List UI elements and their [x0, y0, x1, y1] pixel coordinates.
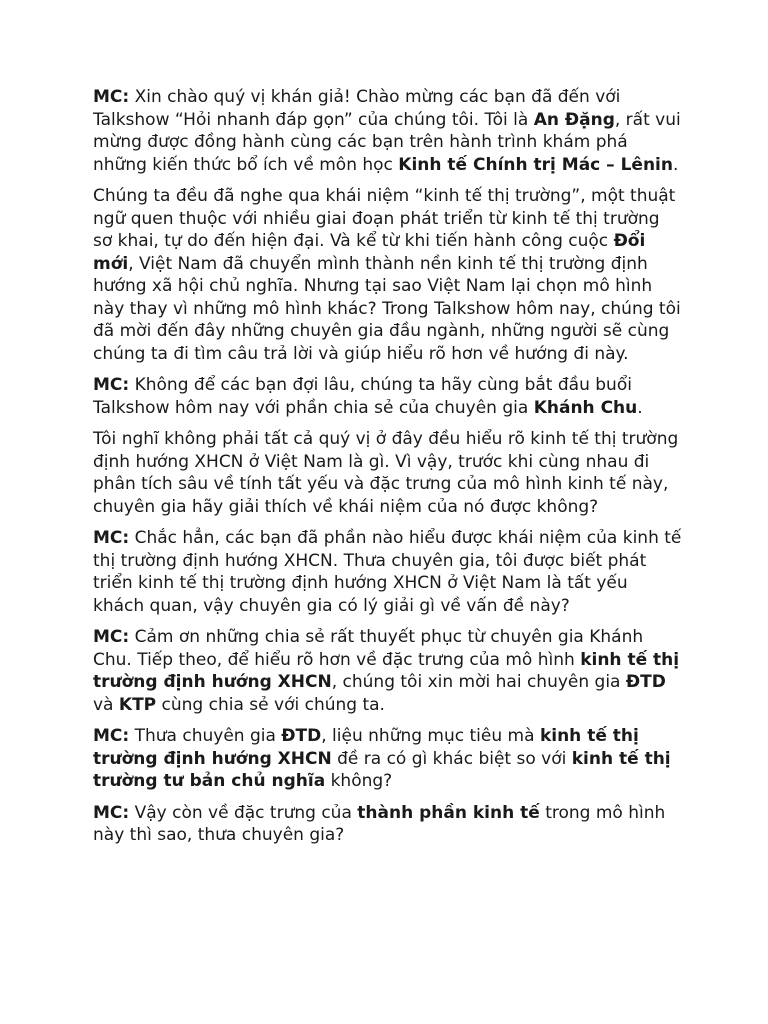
- paragraph-text: Không để các bạn đợi lâu, chúng ta hãy cùng bắt đầu buổi Talkshow hôm nay với phần chia sẻ của chuyên gia: [93, 375, 632, 418]
- emphasis-text: kinh tế thị trường định hướng XHCN: [93, 726, 639, 769]
- paragraph-text: .: [637, 397, 643, 418]
- paragraph-text: Cảm ơn những chia sẻ rất thuyết phục từ chuyên gia Khánh Chu. Tiếp theo, để hiểu rõ hơn về đặc trưng của mô hình: [93, 627, 644, 670]
- emphasis-text: Đổi mới: [93, 231, 646, 274]
- speaker-label: MC:: [93, 528, 130, 548]
- paragraph-text: .: [672, 154, 679, 175]
- subject-name: Kinh tế Chính trị Mác – Lênin: [398, 154, 673, 175]
- paragraph-8: [93, 802, 683, 847]
- speaker-label: MC:: [93, 802, 130, 823]
- paragraph-text: Thưa chuyên gia: [129, 726, 282, 746]
- host-name: An Đặng: [533, 109, 615, 130]
- paragraph-text: Chắc hẳn, các bạn đã phần nào hiểu được khái niệm của kinh tế thị trường định hướng XHCN. Thưa chuyên gia, tôi được biết phát triển kinh tế thị trường định hướng XHCN ở Việt Nam là tất yếu khách quan, vậy chuyên gia có lý giải gì về vấn đề này?: [93, 528, 682, 616]
- paragraph-text: Tôi nghĩ không phải tất cả quý vị ở đây đều hiểu rõ kinh tế thị trường định hướng XHCN ở Việt Nam là gì. Vì vậy, trước khi cùng nhau đi phân tích sâu về tính tất yếu và đặc trưng của mô hình kinh tế này, chuyên gia hãy giải thích về khái niệm của nó được không?: [93, 429, 679, 517]
- paragraph-text: Vậy còn về đặc trưng của: [129, 802, 358, 823]
- speaker-label: MC:: [93, 627, 130, 647]
- paragraph-3: [93, 374, 683, 419]
- paragraph-6: [93, 626, 683, 716]
- emphasis-text: kinh tế thị trường tư bản chủ nghĩa: [93, 748, 671, 791]
- speaker-label: MC:: [93, 726, 130, 746]
- expert-name: ĐTD: [625, 672, 666, 692]
- paragraph-text: , Việt Nam đã chuyển mình thành nền kinh tế thị trường định hướng xã hội chủ nghĩa. Nhưng tại sao Việt Nam lại chọn mô hình này thay vì những mô hình khác? Trong Talkshow hôm nay, chúng tôi đã mời đến đây những chuyên gia đầu ngành, những người sẽ cùng chúng ta đi tìm câu trả lời và giúp hiểu rõ hơn về hướng đi này.: [93, 253, 681, 364]
- paragraph-5: [93, 527, 683, 617]
- paragraph-2: [93, 185, 683, 365]
- paragraph-text: và: [93, 694, 119, 715]
- paragraph-text: trong mô hình này thì sao, thưa chuyên gia?: [93, 802, 666, 845]
- expert-name: ĐTD: [281, 726, 322, 746]
- paragraph-4: [93, 428, 683, 518]
- paragraph-text: , liệu những mục tiêu mà: [321, 726, 540, 746]
- speaker-label: MC:: [93, 375, 130, 395]
- paragraph-text: đề ra có gì khác biệt so với: [331, 748, 572, 769]
- paragraph-text: Chúng ta đều đã nghe qua khái niệm “kinh tế thị trường”, một thuật ngữ quen thuộc với nhiều giai đoạn phát triển từ kinh tế thị trường sơ khai, tự do đến hiện đại. Và kể từ khi tiến hành công cuộc: [93, 186, 676, 251]
- paragraph-text: cùng chia sẻ với chúng ta.: [156, 694, 385, 715]
- paragraph-text: , chúng tôi xin mời hai chuyên gia: [331, 672, 626, 692]
- emphasis-text: kinh tế thị trường định hướng XHCN: [93, 649, 680, 692]
- paragraph-text: Xin chào quý vị khán giả! Chào mừng các bạn đã đến với Talkshow “Hỏi nhanh đáp gọn” của chúng tôi. Tôi là: [93, 87, 621, 130]
- paragraph-1: [93, 86, 683, 176]
- paragraph-text: , rất vui mừng được đồng hành cùng các bạn trên hành trình khám phá những kiến thức bổ ích về môn học: [93, 109, 681, 175]
- speaker-label: MC:: [93, 87, 130, 107]
- emphasis-text: thành phần kinh tế: [357, 802, 540, 823]
- paragraph-7: [93, 725, 683, 793]
- expert-name: KTP: [118, 694, 157, 715]
- paragraph-text: không?: [325, 771, 393, 791]
- expert-name: Khánh Chu: [533, 397, 638, 418]
- document-page: [93, 86, 683, 856]
